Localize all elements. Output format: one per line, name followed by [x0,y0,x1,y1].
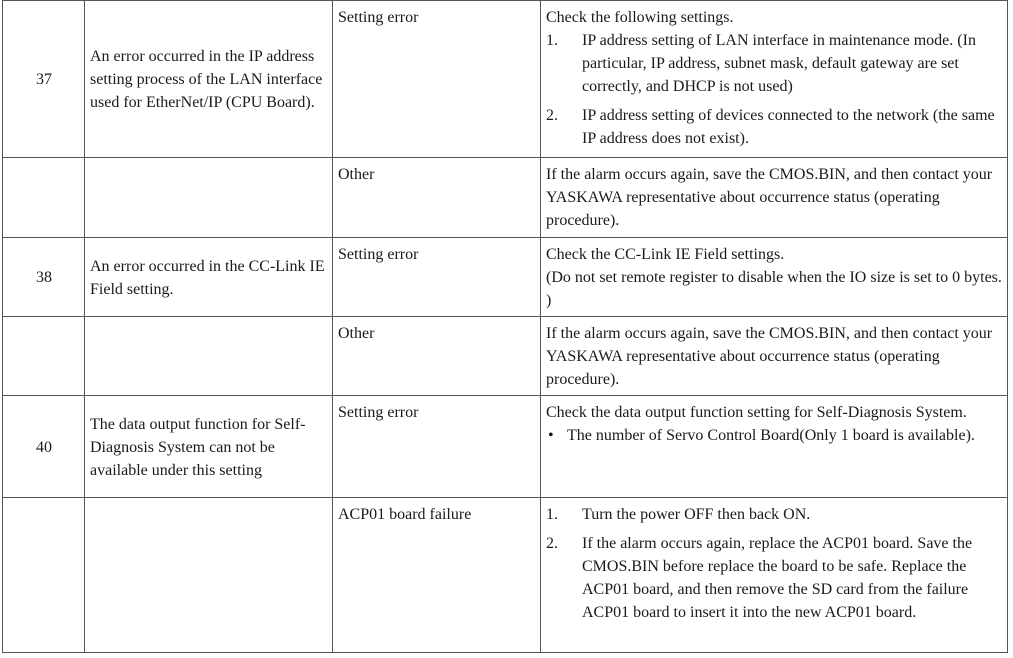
alarm-cause: Setting error [333,1,541,158]
table-row [3,238,1008,317]
alarm-cause: Setting error [333,396,541,498]
alarm-remedy [541,1,1008,158]
alarm-meaning-empty [85,317,333,396]
table-row [3,158,1008,238]
alarm-cause: Other [333,158,541,238]
alarm-meaning: The data output function for Self-Diagnosis System can not be available under this setting [85,396,333,498]
alarm-number-empty [3,158,85,238]
table-row [3,498,1008,653]
alarm-cause: Other [333,317,541,396]
remedy-note: (Do not set remote register to disable when the IO size is set to 0 bytes. ) [546,269,1002,309]
remedy-step [546,104,1003,150]
alarm-number-empty [3,498,85,653]
remedy-intro: Check the CC-Link IE Field settings. [546,246,785,263]
alarm-number-empty [3,317,85,396]
alarm-meaning: An error occurred in the IP address setting process of the LAN interface used for EtherNet/IP (CPU Board). [85,1,333,158]
alarm-table [2,0,1008,653]
alarm-number: 38 [3,238,85,317]
step-number: 1. [546,32,558,49]
alarm-remedy [541,498,1008,653]
alarm-remedy [541,396,1008,498]
alarm-remedy: If the alarm occurs again, save the CMOS.BIN, and then contact your YASKAWA representative about occurrence status (operating procedure). [541,158,1008,238]
step-text: If the alarm occurs again, replace the ACP01 board. Save the CMOS.BIN before replace the board to be safe. Replace the ACP01 board, and then remove the SD card from the failure ACP01 board to insert it into the new ACP01 board. [582,535,973,621]
remedy-step [546,532,1003,624]
alarm-meaning-empty [85,498,333,653]
remedy-step [546,503,1003,526]
alarm-meaning: An error occurred in the CC-Link IE Field setting. [85,238,333,317]
alarm-number: 40 [3,396,85,498]
alarm-remedy: If the alarm occurs again, save the CMOS.BIN, and then contact your YASKAWA representative about occurrence status (operating procedure). [541,317,1008,396]
step-text: IP address setting of devices connected to the network (the same IP address does not exist). [582,107,995,147]
bullet-text: The number of Servo Control Board(Only 1 board is available). [567,427,975,444]
alarm-remedy [541,238,1008,317]
step-text: Turn the power OFF then back ON. [582,506,811,523]
table-row [3,317,1008,396]
remedy-intro: Check the following settings. [546,9,734,26]
table-row [3,396,1008,498]
alarm-meaning-empty [85,158,333,238]
remedy-intro: Check the data output function setting for Self-Diagnosis System. [546,404,967,421]
step-number: 2. [546,107,558,124]
table-row [3,1,1008,158]
alarm-cause: ACP01 board failure [333,498,541,653]
remedy-step [546,29,1003,98]
bullet-mark: • [548,427,554,444]
step-number: 1. [546,506,558,523]
remedy-bullet [546,424,1003,447]
step-number: 2. [546,535,558,552]
step-text: IP address setting of LAN interface in maintenance mode. (In particular, IP address, subnet mask, default gateway are set correctly, and DHCP is not used) [582,32,976,95]
alarm-number: 37 [3,1,85,158]
alarm-cause: Setting error [333,238,541,317]
